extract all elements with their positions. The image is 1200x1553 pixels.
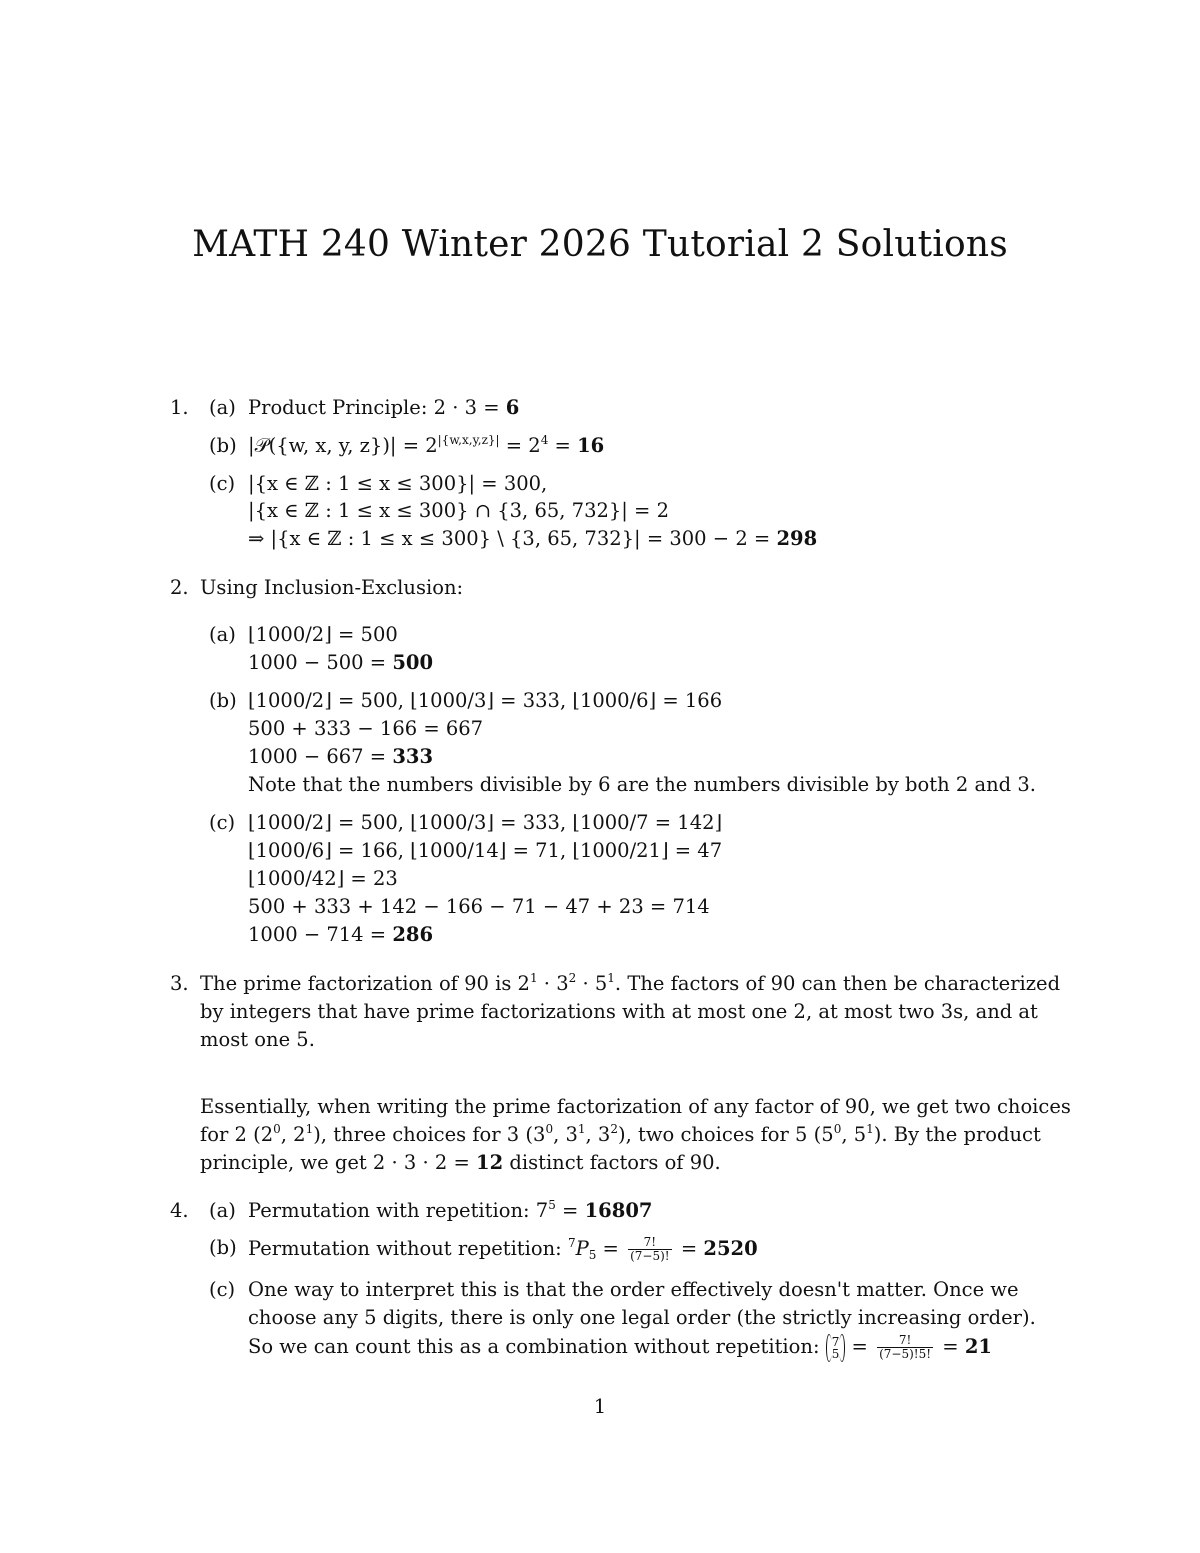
q3-para1-line1: The prime factorization of 90 is $2^1 \cdot 3^2 \cdot 5^1$. The factors of 90 can then be characterized [200, 971, 1061, 995]
q3-para2-line2: for 2 ($2^0$, $2^1$), three choices for 3 ($3^0$, $3^1$, $3^2$), two choices for 5 ($5^0$, $5^1$). By the product [200, 1122, 1041, 1146]
q4-c-line3: So we can count this as a combination without repetition: 7 5 = $\frac{7!}{(7-5)!5!}$ = 21 [248, 1333, 992, 1361]
q1-c-line1: |{x ∈ ℤ : 1 ≤ x ≤ 300}| = 300, [248, 472, 548, 495]
q3-para1-line3: most one 5. [200, 1028, 315, 1051]
q2-a-label: (a) [209, 623, 236, 646]
q4-a-answer: 16807 [584, 1199, 653, 1222]
q2-c-line5: 1000 − 714 = 286 [248, 923, 434, 946]
q1-a-label: (a) [209, 396, 236, 419]
q2-a-line2: 1000 − 500 = 500 [248, 651, 434, 674]
q2-c-line3: ⌊1000/42⌋ = 23 [248, 867, 398, 890]
q2-a-line1: ⌊1000/2⌋ = 500 [248, 623, 398, 646]
q2-c-line2: ⌊1000/6⌋ = 166, ⌊1000/14⌋ = 71, ⌊1000/21⌋ = 47 [248, 839, 723, 862]
q2-a-answer: 500 [392, 651, 434, 674]
q4-b-fraction: $\frac{7!}{(7-5)!}$ [630, 1235, 670, 1263]
q2-c-answer: 286 [392, 923, 434, 946]
q4-number: 4. [170, 1199, 189, 1222]
q2-b-note: Note that the numbers divisible by 6 are the numbers divisible by both 2 and 3. [248, 773, 1036, 796]
q4-a-text: Permutation with repetition: $7^5 = 16807$ [248, 1198, 653, 1222]
q3-number: 3. [170, 972, 189, 995]
q4-c-answer: 21 [964, 1335, 992, 1358]
q1-a-answer: 6 [505, 396, 520, 419]
q1-number: 1. [170, 396, 189, 419]
q2-c-line4: 500 + 333 + 142 − 166 − 71 − 47 + 23 = 714 [248, 895, 710, 918]
q4-c-binomial: 7 5 [826, 1336, 846, 1360]
q4-c-fraction: $\frac{7!}{(7-5)!5!}$ [879, 1333, 932, 1361]
q3-answer: 12 [476, 1151, 504, 1174]
q1-b-text: |𝒫({w, x, y, $z\})| = 2^{|\{w,x,y,z\}|} = 2^4 = 16$ [248, 433, 605, 457]
q1-c-line3: ⇒ |{x ∈ ℤ : 1 ≤ x ≤ 300} \ {3, 65, 732}| = 300 − 2 = 298 [248, 527, 818, 550]
q2-intro: Using Inclusion-Exclusion: [200, 576, 464, 599]
q4-b-label: (b) [209, 1236, 237, 1259]
q1-c-line2: |{x ∈ ℤ : 1 ≤ x ≤ 300} ∩ {3, 65, 732}| = 2 [248, 499, 670, 522]
q3-para1-line2: by integers that have prime factorizations with at most one 2, at most two 3s, and at [200, 1000, 1038, 1023]
q1-c-answer: 298 [776, 527, 818, 550]
q1-b-answer: 16 [577, 434, 605, 457]
q1-b-label: (b) [209, 434, 237, 457]
q2-b-label: (b) [209, 689, 237, 712]
q1-c-label: (c) [209, 472, 236, 495]
q2-b-line2: 500 + 333 − 166 = 667 [248, 717, 484, 740]
q4-c-line1: One way to interpret this is that the order effectively doesn't matter. Once we [248, 1278, 1019, 1301]
q2-number: 2. [170, 576, 189, 599]
q2-c-line1: ⌊1000/2⌋ = 500, ⌊1000/3⌋ = 333, ⌊1000/7 = 142⌋ [248, 811, 723, 834]
q4-b-text: Permutation without repetition: $^7P_5$ = $\frac{7!}{(7-5)!}$ = 2520 [248, 1235, 758, 1263]
q4-c-label: (c) [209, 1278, 236, 1301]
q2-b-line1: ⌊1000/2⌋ = 500, ⌊1000/3⌋ = 333, ⌊1000/6⌋ = 166 [248, 689, 723, 712]
q4-b-answer: 2520 [703, 1237, 758, 1260]
q4-a-label: (a) [209, 1199, 236, 1222]
q3-para2-line3: principle, we get 2 · 3 · 2 = 12 distinct factors of 90. [200, 1151, 721, 1174]
page-number: 1 [593, 1395, 607, 1418]
q1-a-text: Product Principle: 2 · 3 = 6 [248, 396, 520, 419]
page-title: MATH 240 Winter 2026 Tutorial 2 Solutions [192, 224, 1008, 265]
q2-b-line3: 1000 − 667 = 333 [248, 745, 434, 768]
q2-c-label: (c) [209, 811, 236, 834]
q2-b-answer: 333 [392, 745, 434, 768]
q4-c-line2: choose any 5 digits, there is only one legal order (the strictly increasing order). [248, 1306, 1036, 1329]
q3-para2-line1: Essentially, when writing the prime factorization of any factor of 90, we get two choices [200, 1095, 1071, 1118]
